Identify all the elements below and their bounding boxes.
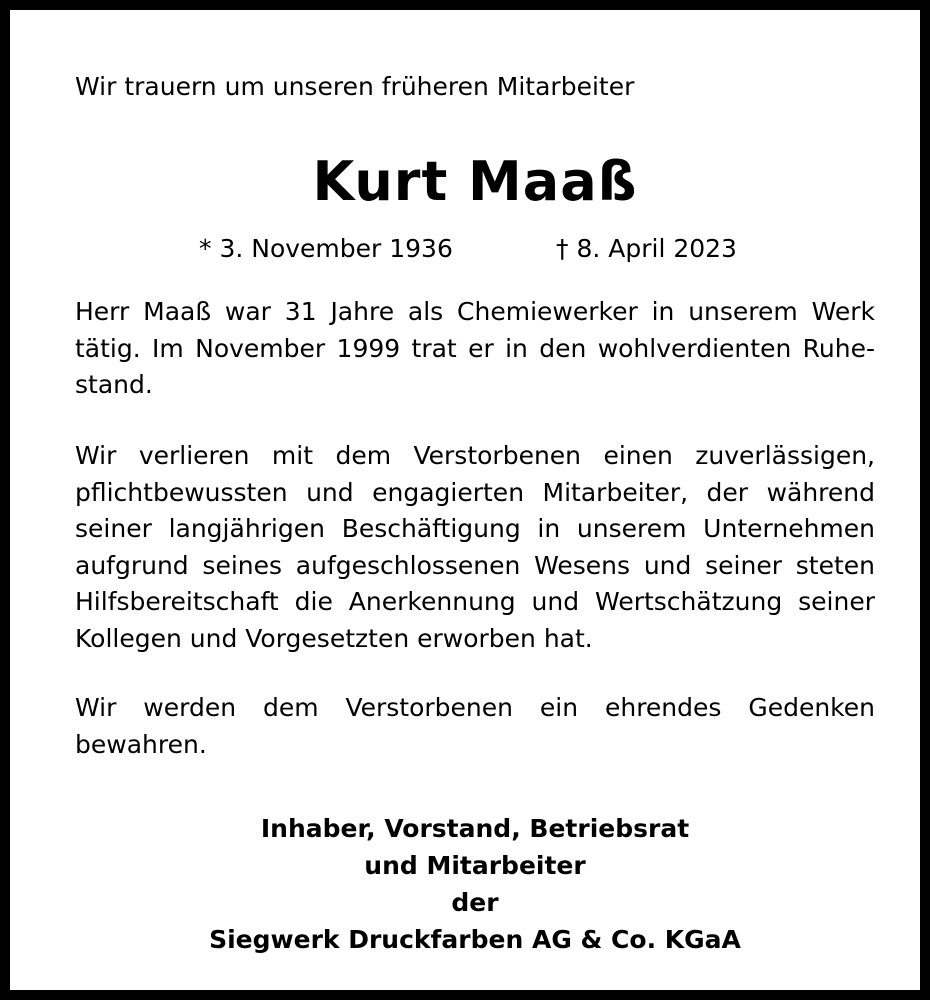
text-line: tätig. Im November 1999 trat er in den wohlverdienten Ruhe- <box>75 333 875 363</box>
deceased-name: Kurt Maaß <box>312 150 638 213</box>
text-line: Wir werden dem Verstorbenen ein ehrendes Gedenken <box>75 693 875 722</box>
text-line: pflichtbewussten und engagierten Mitarbeiter, der während <box>75 477 875 507</box>
signature-line: der <box>451 888 499 917</box>
birth-date: * 3. November 1936 <box>199 234 453 263</box>
signature-block <box>10 810 930 958</box>
text-line: seiner langjährigen Beschäftigung in unserem Unternehmen <box>75 514 875 543</box>
career-paragraph <box>75 294 875 404</box>
signature-line: Inhaber, Vorstand, Betriebsrat <box>260 814 690 843</box>
signature-line: und Mitarbeiter <box>364 851 586 880</box>
text-line: Herr Maaß war 31 Jahre als Chemiewerker in unserem Werk <box>75 297 875 326</box>
text-line: Kollegen und Vorgesetzten erworben hat. <box>75 623 593 653</box>
text-line: stand. <box>75 370 153 399</box>
text-line: Wir verlieren mit dem Verstorbenen einen zuverlässigen, <box>75 441 875 470</box>
text-line: aufgrund seines aufgeschlossenen Wesens und seiner steten <box>75 550 875 580</box>
remembrance-paragraph <box>75 690 875 763</box>
tribute-paragraph <box>75 438 875 657</box>
intro-line: Wir trauern um unseren früheren Mitarbeiter <box>75 72 635 101</box>
company-name: Siegwerk Druckfarben AG & Co. KGaA <box>209 925 741 954</box>
death-date: † 8. April 2023 <box>556 234 737 263</box>
text-line: bewahren. <box>75 729 207 759</box>
text-line: Hilfsbereitschaft die Anerkennung und Wertschätzung seiner <box>75 587 875 616</box>
